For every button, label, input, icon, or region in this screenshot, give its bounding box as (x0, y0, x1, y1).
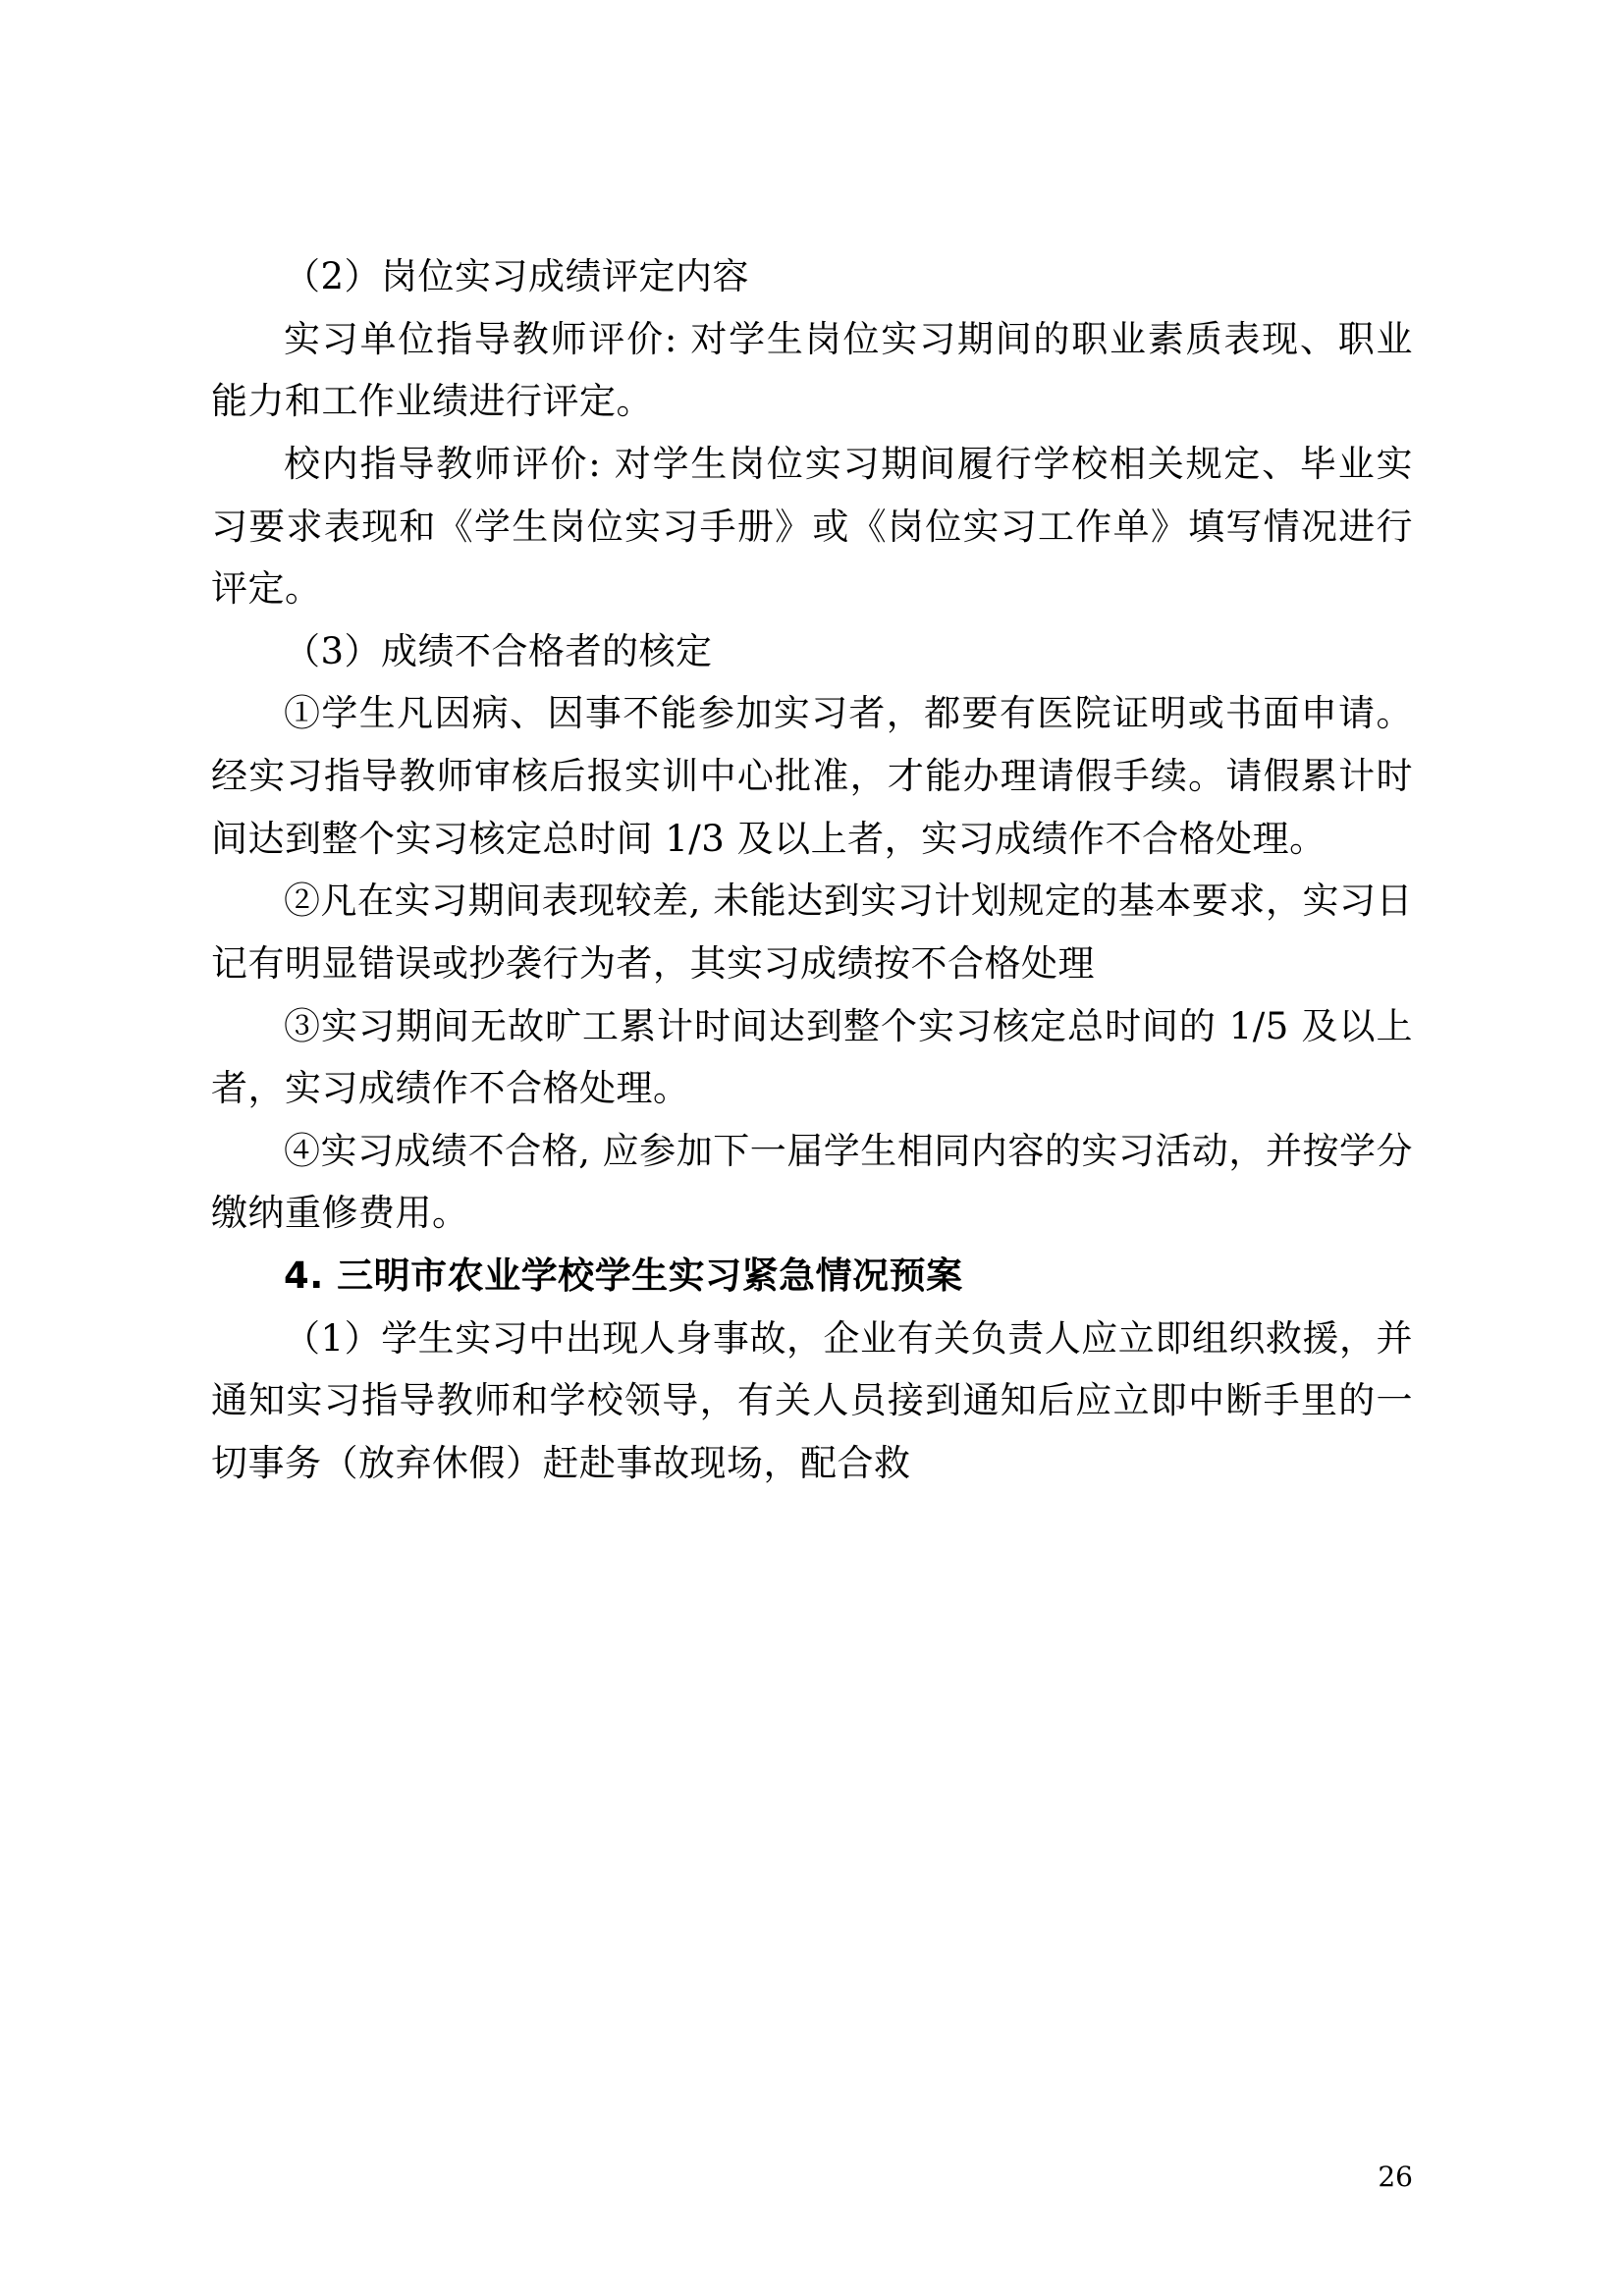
paragraph-fail-rule-2: ②凡在实习期间表现较差, 未能达到实习计划规定的基本要求，实习日记有明显错误或抄袭行为者，其实习成绩按不合格处理 (211, 880, 1413, 985)
section-heading-emergency-plan: 4. 三明市农业学校学生实习紧急情况预案 (284, 1255, 963, 1297)
paragraph-fail-rule-4: ④实习成绩不合格, 应参加下一届学生相同内容的实习活动，并按学分缴纳重修费用。 (211, 1129, 1413, 1235)
paragraph-fail-rule-3: ③实习期间无故旷工累计时间达到整个实习核定总时间的 1/5 及以上者，实习成绩作不合格处理。 (211, 1004, 1413, 1110)
paragraph-fail-determination-title: （3）成绩不合格者的核定 (284, 629, 713, 672)
document-body (211, 245, 1413, 1495)
paragraph-emergency-item-1: （1）学生实习中出现人身事故，企业有关负责人应立即组织救援，并通知实习指导教师和学校领导，有关人员接到通知后应立即中断手里的一切事务（放弃休假）赶赴事故现场，配合救 (211, 1316, 1413, 1484)
paragraph-company-mentor-evaluation: 实习单位指导教师评价: 对学生岗位实习期间的职业素质表现、职业能力和工作业绩进行评定。 (211, 317, 1413, 423)
paragraph-fail-rule-1: ①学生凡因病、因事不能参加实习者，都要有医院证明或书面申请。经实习指导教师审核后报实训中心批准，才能办理请假手续。请假累计时间达到整个实习核定总时间 1/3 及以上者，实习成绩作不合格处理。 (211, 692, 1413, 860)
paragraph-grading-content-title: （2）岗位实习成绩评定内容 (284, 255, 750, 297)
page-number: 26 (1378, 2161, 1413, 2193)
paragraph-school-mentor-evaluation: 校内指导教师评价: 对学生岗位实习期间履行学校相关规定、毕业实习要求表现和《学生岗位实习手册》或《岗位实习工作单》填写情况进行评定。 (211, 442, 1413, 611)
